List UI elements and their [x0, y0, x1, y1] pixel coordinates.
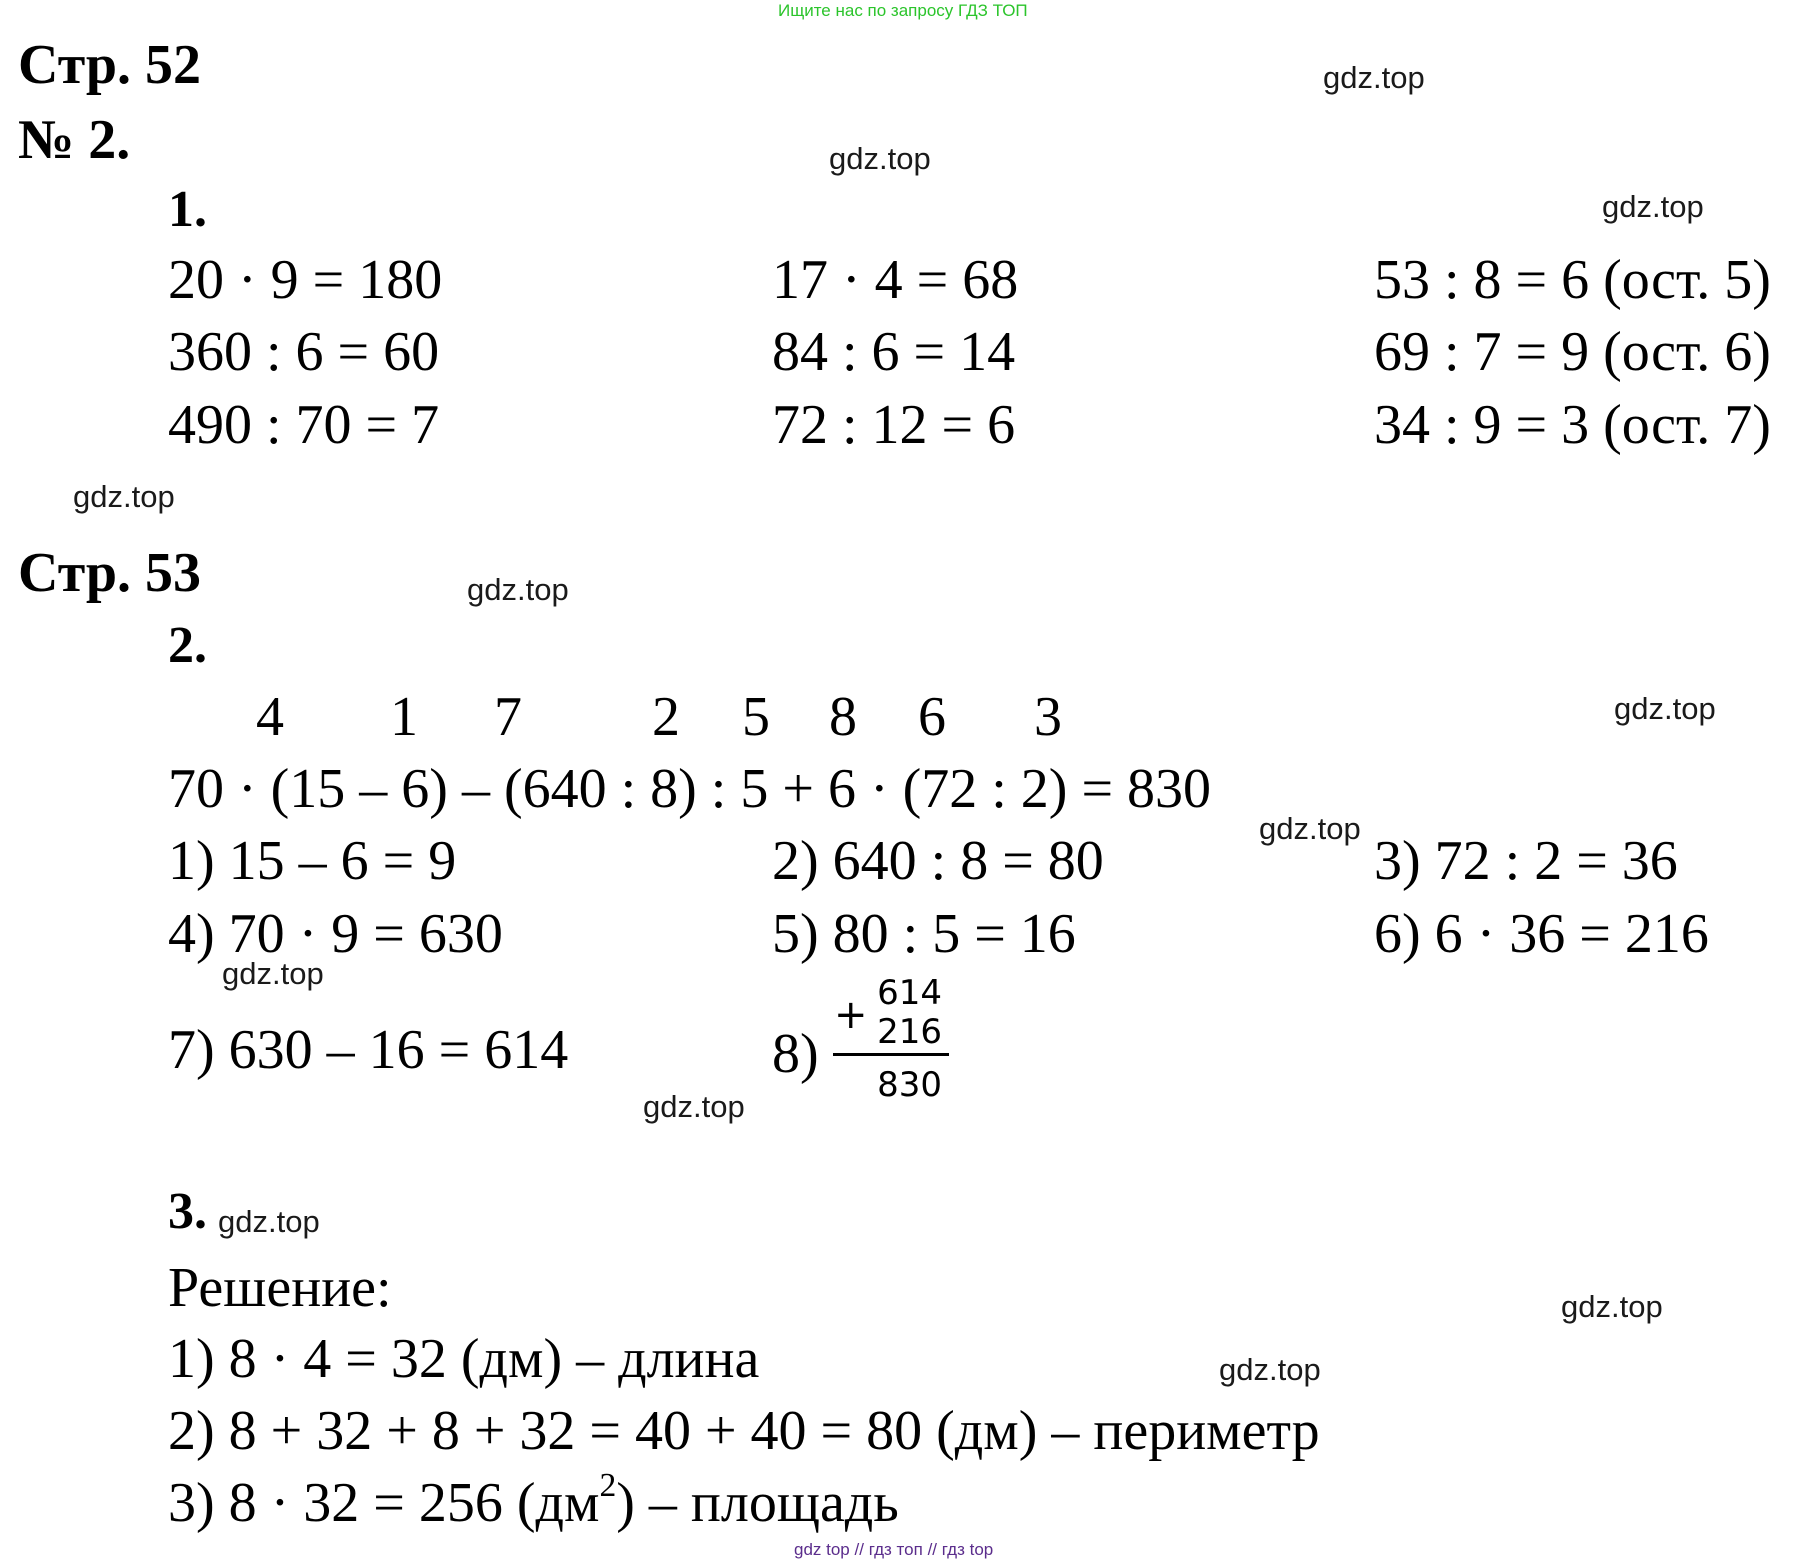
page-title: Стр. 53	[18, 542, 202, 604]
order-number: 8	[829, 686, 857, 748]
solution-line	[168, 1466, 899, 1534]
order-number: 1	[390, 686, 418, 748]
solution-line: 1) 8 · 4 = 32 (дм) – длина	[168, 1328, 760, 1390]
bottom-banner	[794, 1541, 993, 1558]
step: 2) 640 : 8 = 80	[772, 830, 1104, 892]
addend: 216	[877, 1012, 942, 1052]
equation: 34 : 9 = 3 (ост. 7)	[1374, 394, 1771, 456]
watermark: gdz.top	[1259, 811, 1361, 846]
addend: 614	[877, 973, 942, 1013]
page-title: Стр. 52	[18, 34, 202, 96]
equation: 72 : 12 = 6	[772, 394, 1016, 456]
order-number: 4	[256, 686, 284, 748]
watermark: gdz.top	[1614, 691, 1716, 726]
order-number: 2	[652, 686, 680, 748]
sum-line	[833, 1053, 949, 1056]
watermark: gdz.top	[218, 1204, 320, 1239]
bottom-banner-part: гдз топ	[868, 1540, 923, 1559]
watermark: gdz.top	[467, 572, 569, 607]
equation: 17 · 4 = 68	[772, 249, 1019, 311]
top-banner: Ищите нас по запросу ГДЗ ТОП	[778, 1, 1028, 20]
bottom-banner-separator: //	[927, 1540, 938, 1559]
step-label: 8)	[772, 1023, 819, 1085]
watermark: gdz.top	[1561, 1289, 1663, 1324]
equation: 84 : 6 = 14	[772, 321, 1016, 383]
task-number: 3.	[168, 1183, 207, 1240]
equation: 20 · 9 = 180	[168, 249, 443, 311]
watermark: gdz.top	[1323, 60, 1425, 95]
plus-sign: +	[834, 992, 868, 1038]
watermark: gdz.top	[1219, 1352, 1321, 1387]
equation: 53 : 8 = 6 (ост. 5)	[1374, 249, 1771, 311]
order-number: 6	[918, 686, 946, 748]
equation: 490 : 70 = 7	[168, 394, 440, 456]
solution-line: 2) 8 + 32 + 8 + 32 = 40 + 40 = 80 (дм) – периметр	[168, 1400, 1320, 1462]
watermark: gdz.top	[829, 141, 931, 176]
order-number: 3	[1034, 686, 1062, 748]
equation: 69 : 7 = 9 (ост. 6)	[1374, 321, 1771, 383]
bottom-banner-part: гдз top	[941, 1540, 994, 1559]
step: 1) 15 – 6 = 9	[168, 830, 457, 892]
watermark: gdz.top	[222, 956, 324, 991]
equation: 360 : 6 = 60	[168, 321, 440, 383]
order-number: 7	[494, 686, 522, 748]
task-number: 2.	[168, 617, 207, 674]
step: 6) 6 · 36 = 216	[1374, 903, 1709, 965]
sum: 830	[877, 1065, 942, 1105]
solution-line-suffix: ) – площадь	[616, 1472, 899, 1534]
superscript: 2	[599, 1466, 617, 1504]
order-number: 5	[742, 686, 770, 748]
step: 5) 80 : 5 = 16	[772, 903, 1076, 965]
task-number: 1.	[168, 181, 207, 238]
watermark: gdz.top	[643, 1089, 745, 1124]
step: 3) 72 : 2 = 36	[1374, 830, 1678, 892]
solution-heading: Решение:	[168, 1257, 392, 1319]
solution-line-prefix: 3) 8 · 32 = 256 (дм	[168, 1472, 600, 1534]
step: 4) 70 · 9 = 630	[168, 903, 503, 965]
watermark: gdz.top	[1602, 189, 1704, 224]
step: 7) 630 – 16 = 614	[168, 1019, 569, 1081]
bottom-banner-part: gdz top	[794, 1540, 850, 1559]
exercise-number: № 2.	[18, 109, 131, 171]
expression: 70 · (15 – 6) – (640 : 8) : 5 + 6 · (72 : 2) = 830	[168, 758, 1212, 820]
watermark: gdz.top	[73, 479, 175, 514]
bottom-banner-separator: //	[854, 1540, 864, 1559]
